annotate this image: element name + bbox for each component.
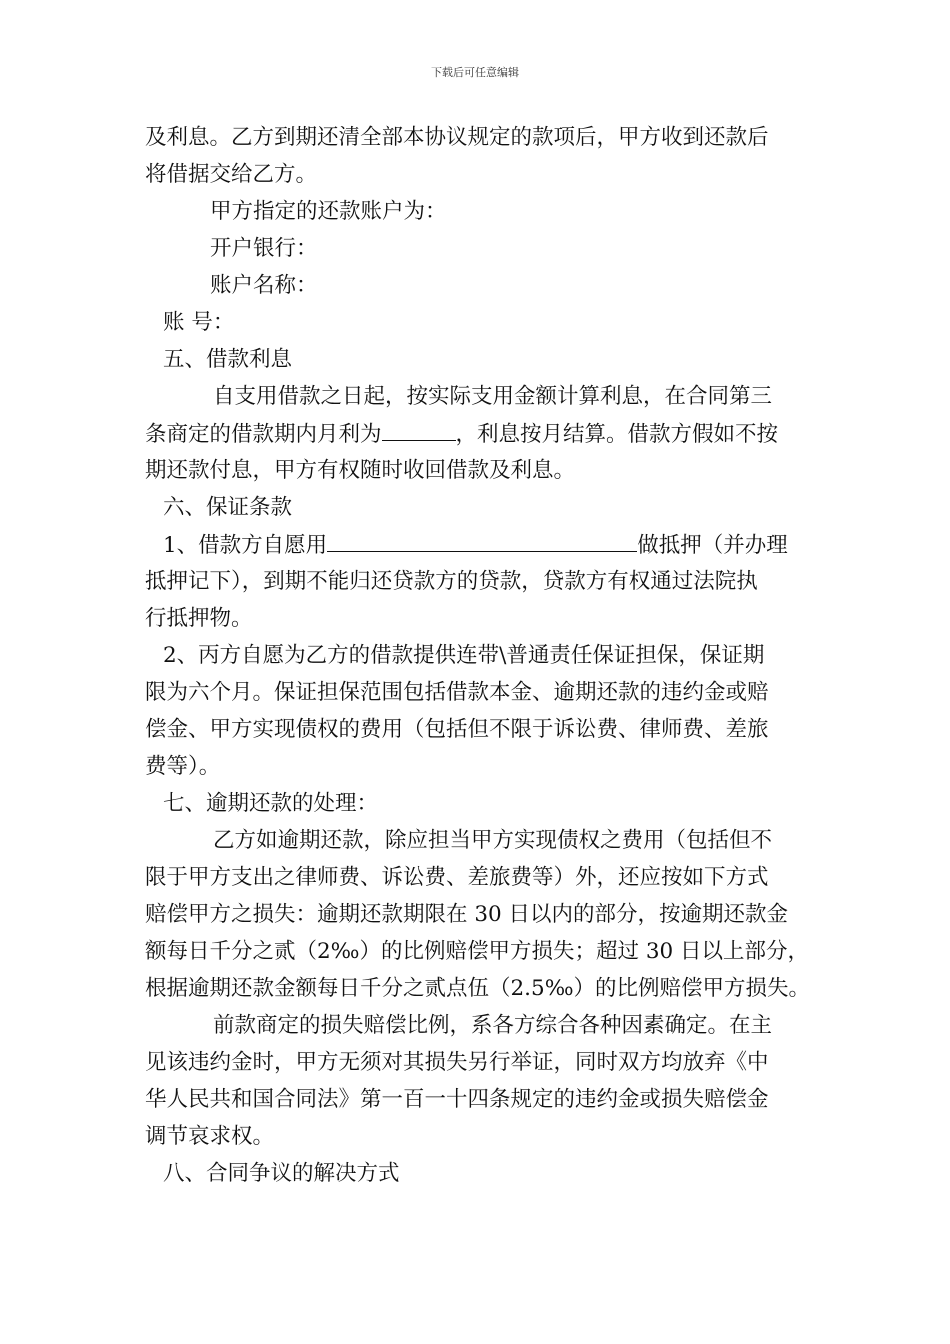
line-text-after-blank: 做抵押（并办理	[637, 533, 788, 558]
section-heading-overdue: 七、逾期还款的处理：	[163, 791, 379, 816]
bank-label: 开户银行：	[210, 236, 318, 261]
paragraph-line: 乙方如逾期还款，除应担当甲方实现债权之费用（包括但不	[213, 828, 773, 853]
paragraph-line: 行抵押物。	[145, 606, 253, 631]
account-heading: 甲方指定的还款账户为：	[210, 199, 447, 224]
paragraph-line: 见该违约金时，甲方无须对其损失另行举证，同时双方均放弃《中	[145, 1050, 769, 1075]
page-header: 下载后可任意编辑	[431, 66, 519, 79]
account-number-label: 账 号：	[163, 310, 235, 335]
paragraph-line: 根据逾期还款金额每日千分之贰点伍（2.5‰）的比例赔偿甲方损失。	[145, 976, 811, 1001]
paragraph-line: 限于甲方支出之律师费、诉讼费、差旅费等）外，还应按如下方式	[145, 865, 769, 890]
section-heading-dispute: 八、合同争议的解决方式	[163, 1161, 400, 1186]
paragraph-line: 前款商定的损失赔偿比例，系各方综合各种因素确定。在主	[213, 1013, 773, 1038]
paragraph-line: 2、丙方自愿为乙方的借款提供连带\普通责任保证担保，保证期	[163, 643, 765, 668]
account-name-label: 账户名称：	[210, 273, 318, 298]
paragraph-line: 期还款付息，甲方有权随时收回借款及利息。	[145, 458, 576, 483]
paragraph-line: 额每日千分之贰（2‰）的比例赔偿甲方损失；超过 30 日以上部分，	[145, 939, 810, 964]
paragraph-line: 费等）。	[145, 754, 221, 779]
paragraph-line: 限为六个月。保证担保范围包括借款本金、逾期还款的违约金或赔	[145, 680, 769, 705]
paragraph-line: 赔偿甲方之损失：逾期还款期限在 30 日以内的部分，按逾期还款金	[145, 902, 789, 927]
section-heading-interest: 五、借款利息	[163, 347, 293, 372]
paragraph-line: 调节哀求权。	[145, 1124, 275, 1149]
line-text-after-blank: ，利息按月结算。借款方假如不按	[455, 422, 779, 447]
line-text-before-blank: 条商定的借款期内月利为	[145, 422, 382, 447]
paragraph-line: 华人民共和国合同法》第一百一十四条规定的违约金或损失赔偿金	[145, 1087, 769, 1112]
line-text-before-blank: 1、借款方自愿用	[163, 533, 328, 558]
paragraph-line: 将借据交给乙方。	[145, 162, 318, 187]
monthly-rate-blank	[382, 420, 456, 441]
paragraph-line: 及利息。乙方到期还清全部本协议规定的款项后，甲方收到还款后	[145, 125, 769, 150]
paragraph-line: 偿金、甲方实现债权的费用（包括但不限于诉讼费、律师费、差旅	[145, 717, 769, 742]
collateral-blank	[327, 531, 637, 552]
paragraph-line	[163, 531, 788, 560]
paragraph-line: 抵押记下），到期不能归还贷款方的贷款，贷款方有权通过法院执	[145, 569, 758, 594]
paragraph-line: 自支用借款之日起，按实际支用金额计算利息，在合同第三	[213, 384, 773, 409]
section-heading-guarantee: 六、保证条款	[163, 495, 293, 520]
paragraph-line	[145, 420, 778, 449]
